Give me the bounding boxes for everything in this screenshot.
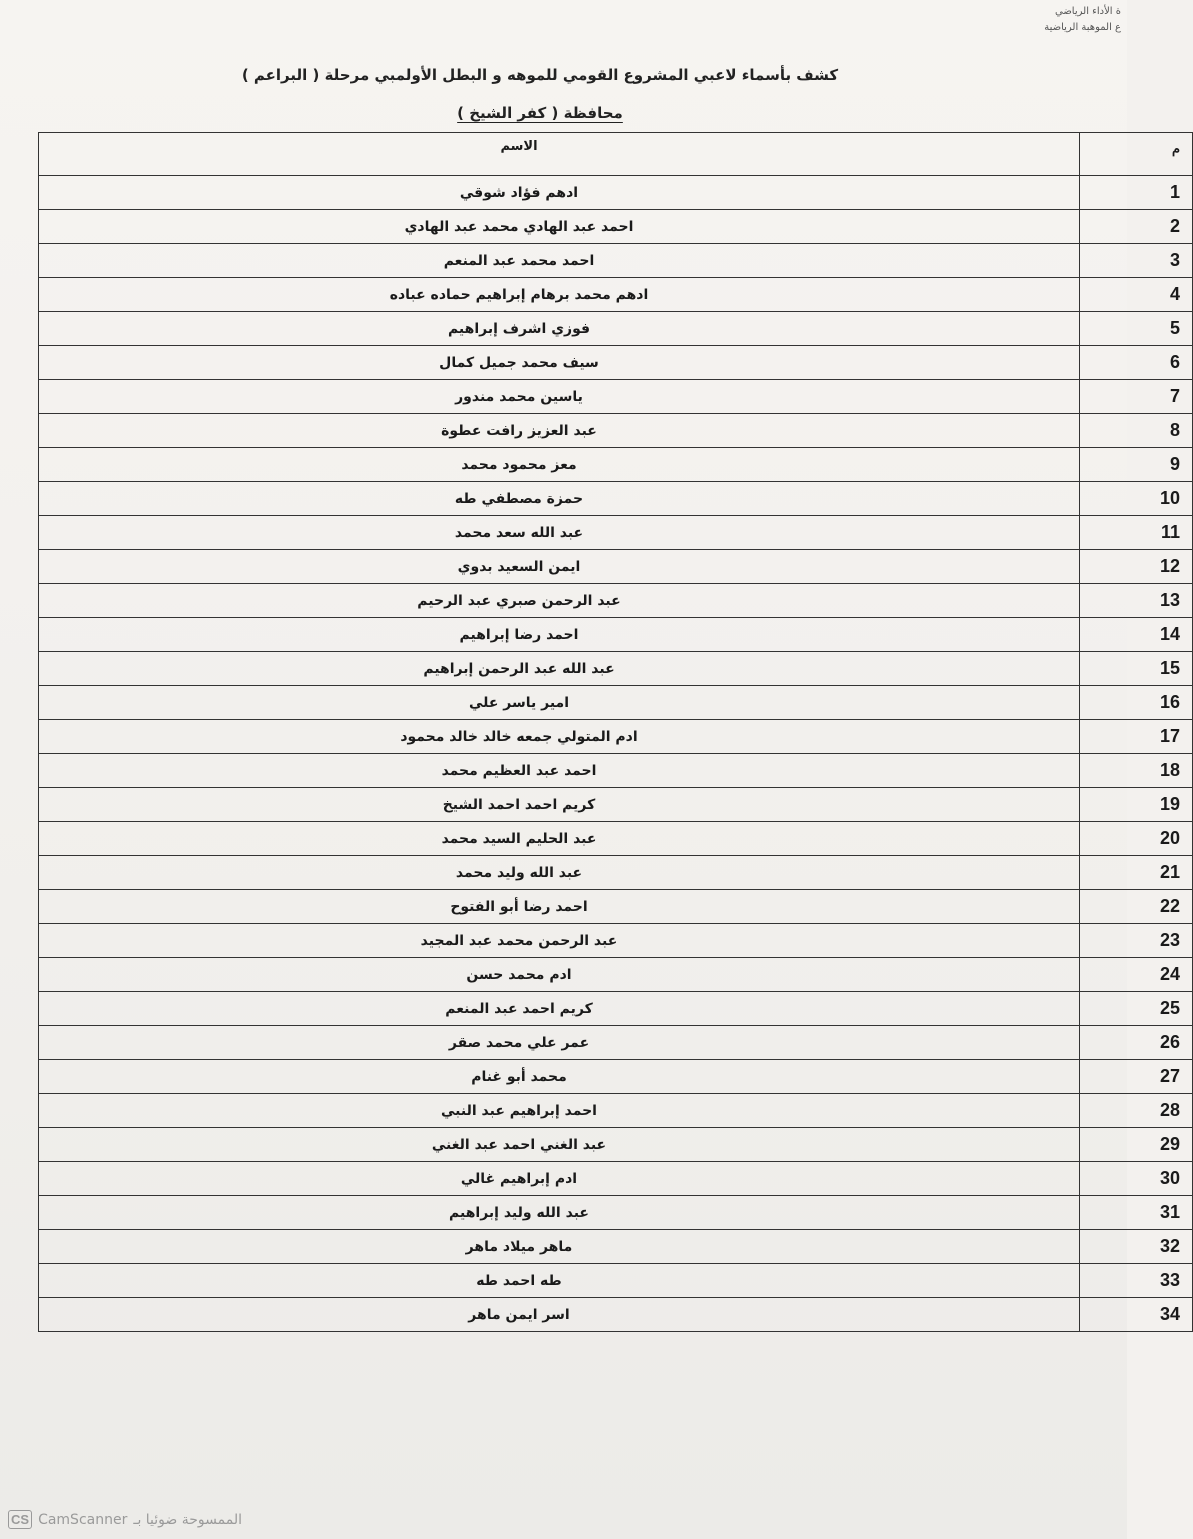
- player-name: عبد الغني احمد عبد الغني: [39, 1128, 1080, 1162]
- player-name: ياسين محمد مندور: [39, 380, 1080, 414]
- camscanner-watermark: [8, 1510, 242, 1529]
- player-name: احمد رضا أبو الفتوح: [39, 890, 1080, 924]
- table-row: [39, 584, 1193, 618]
- player-name: ادهم محمد برهام إبراهيم حماده عباده: [39, 278, 1080, 312]
- player-name: عبد الله سعد محمد: [39, 516, 1080, 550]
- header-number: م: [1080, 133, 1193, 176]
- row-number: 14: [1080, 618, 1193, 652]
- camscanner-logo-icon: CS: [8, 1510, 32, 1529]
- table-row: [39, 414, 1193, 448]
- row-number: 27: [1080, 1060, 1193, 1094]
- player-name: ادم إبراهيم غالي: [39, 1162, 1080, 1196]
- table-row: [39, 822, 1193, 856]
- table-row: [39, 856, 1193, 890]
- row-number: 4: [1080, 278, 1193, 312]
- table-row: [39, 924, 1193, 958]
- table-row: [39, 720, 1193, 754]
- camscanner-app-name: CamScanner: [38, 1511, 128, 1528]
- player-name: فوزي اشرف إبراهيم: [39, 312, 1080, 346]
- table-row: [39, 1060, 1193, 1094]
- player-name: عمر علي محمد صقر: [39, 1026, 1080, 1060]
- player-name: ادم محمد حسن: [39, 958, 1080, 992]
- table-row: [39, 890, 1193, 924]
- row-number: 23: [1080, 924, 1193, 958]
- row-number: 9: [1080, 448, 1193, 482]
- row-number: 22: [1080, 890, 1193, 924]
- player-name: احمد عبد العظيم محمد: [39, 754, 1080, 788]
- row-number: 5: [1080, 312, 1193, 346]
- row-number: 28: [1080, 1094, 1193, 1128]
- row-number: 10: [1080, 482, 1193, 516]
- table-row: [39, 992, 1193, 1026]
- table-row: [39, 346, 1193, 380]
- player-name: ماهر ميلاد ماهر: [39, 1230, 1080, 1264]
- table-row: [39, 1094, 1193, 1128]
- table-row: [39, 448, 1193, 482]
- row-number: 12: [1080, 550, 1193, 584]
- row-number: 3: [1080, 244, 1193, 278]
- governorate-label: محافظة ( كفر الشيخ ): [457, 104, 623, 122]
- player-name: طه احمد طه: [39, 1264, 1080, 1298]
- row-number: 13: [1080, 584, 1193, 618]
- player-name: عبد الله عبد الرحمن إبراهيم: [39, 652, 1080, 686]
- player-name: ايمن السعيد بدوي: [39, 550, 1080, 584]
- player-name: عبد العزيز رافت عطوة: [39, 414, 1080, 448]
- table-row: [39, 618, 1193, 652]
- row-number: 7: [1080, 380, 1193, 414]
- row-number: 30: [1080, 1162, 1193, 1196]
- document-subtitle: [0, 104, 1080, 122]
- player-name: سيف محمد جميل كمال: [39, 346, 1080, 380]
- table-row: [39, 1162, 1193, 1196]
- table-row: [39, 958, 1193, 992]
- row-number: 31: [1080, 1196, 1193, 1230]
- row-number: 1: [1080, 176, 1193, 210]
- row-number: 17: [1080, 720, 1193, 754]
- row-number: 33: [1080, 1264, 1193, 1298]
- table-row: [39, 516, 1193, 550]
- player-name: عبد الحليم السيد محمد: [39, 822, 1080, 856]
- corner-header-line: ة الأداء الرياضي: [1054, 6, 1121, 17]
- players-table: [38, 132, 1193, 1332]
- table-row: [39, 686, 1193, 720]
- document-title: كشف بأسماء لاعبي المشروع القومي للموهه و البطل الأولمبي مرحلة ( البراعم ): [241, 66, 839, 84]
- table-row: [39, 278, 1193, 312]
- row-number: 24: [1080, 958, 1193, 992]
- corner-header-line: ع الموهبة الرياضية: [1044, 21, 1121, 33]
- table-row: [39, 482, 1193, 516]
- table-row: [39, 1196, 1193, 1230]
- row-number: 29: [1080, 1128, 1193, 1162]
- row-number: 25: [1080, 992, 1193, 1026]
- player-name: احمد رضا إبراهيم: [39, 618, 1080, 652]
- row-number: 18: [1080, 754, 1193, 788]
- row-number: 26: [1080, 1026, 1193, 1060]
- table-row: [39, 176, 1193, 210]
- table-row: [39, 652, 1193, 686]
- player-name: عبد الله وليد إبراهيم: [39, 1196, 1080, 1230]
- row-number: 6: [1080, 346, 1193, 380]
- table-header-row: [39, 133, 1193, 176]
- player-name: عبد الرحمن صبري عبد الرحيم: [39, 584, 1080, 618]
- player-name: عبد الله وليد محمد: [39, 856, 1080, 890]
- table-row: [39, 1026, 1193, 1060]
- player-name: ادهم فؤاد شوقي: [39, 176, 1080, 210]
- table-row: [39, 210, 1193, 244]
- table-row: [39, 1298, 1193, 1332]
- row-number: 2: [1080, 210, 1193, 244]
- player-name: امير ياسر علي: [39, 686, 1080, 720]
- table-row: [39, 312, 1193, 346]
- row-number: 16: [1080, 686, 1193, 720]
- player-name: احمد محمد عبد المنعم: [39, 244, 1080, 278]
- player-name: اسر ايمن ماهر: [39, 1298, 1080, 1332]
- row-number: 11: [1080, 516, 1193, 550]
- row-number: 19: [1080, 788, 1193, 822]
- player-name: كريم احمد عبد المنعم: [39, 992, 1080, 1026]
- player-name: محمد أبو غنام: [39, 1060, 1080, 1094]
- table-row: [39, 788, 1193, 822]
- scanned-with-label: الممسوحة ضوئيا بـ: [133, 1511, 242, 1528]
- row-number: 32: [1080, 1230, 1193, 1264]
- row-number: 34: [1080, 1298, 1193, 1332]
- row-number: 21: [1080, 856, 1193, 890]
- row-number: 15: [1080, 652, 1193, 686]
- corner-header: [981, 4, 1121, 35]
- row-number: 8: [1080, 414, 1193, 448]
- table-row: [39, 1128, 1193, 1162]
- table-row: [39, 244, 1193, 278]
- player-name: احمد عبد الهادي محمد عبد الهادي: [39, 210, 1080, 244]
- player-name: ادم المتولي جمعه خالد خالد محمود: [39, 720, 1080, 754]
- table-row: [39, 1230, 1193, 1264]
- table-row: [39, 754, 1193, 788]
- player-name: عبد الرحمن محمد عبد المجيد: [39, 924, 1080, 958]
- header-name: الاسم: [39, 133, 1080, 176]
- player-name: كريم احمد احمد الشيخ: [39, 788, 1080, 822]
- table-row: [39, 550, 1193, 584]
- player-name: معز محمود محمد: [39, 448, 1080, 482]
- player-name: احمد إبراهيم عبد النبي: [39, 1094, 1080, 1128]
- row-number: 20: [1080, 822, 1193, 856]
- table-row: [39, 1264, 1193, 1298]
- player-name: حمزة مصطفي طه: [39, 482, 1080, 516]
- table-row: [39, 380, 1193, 414]
